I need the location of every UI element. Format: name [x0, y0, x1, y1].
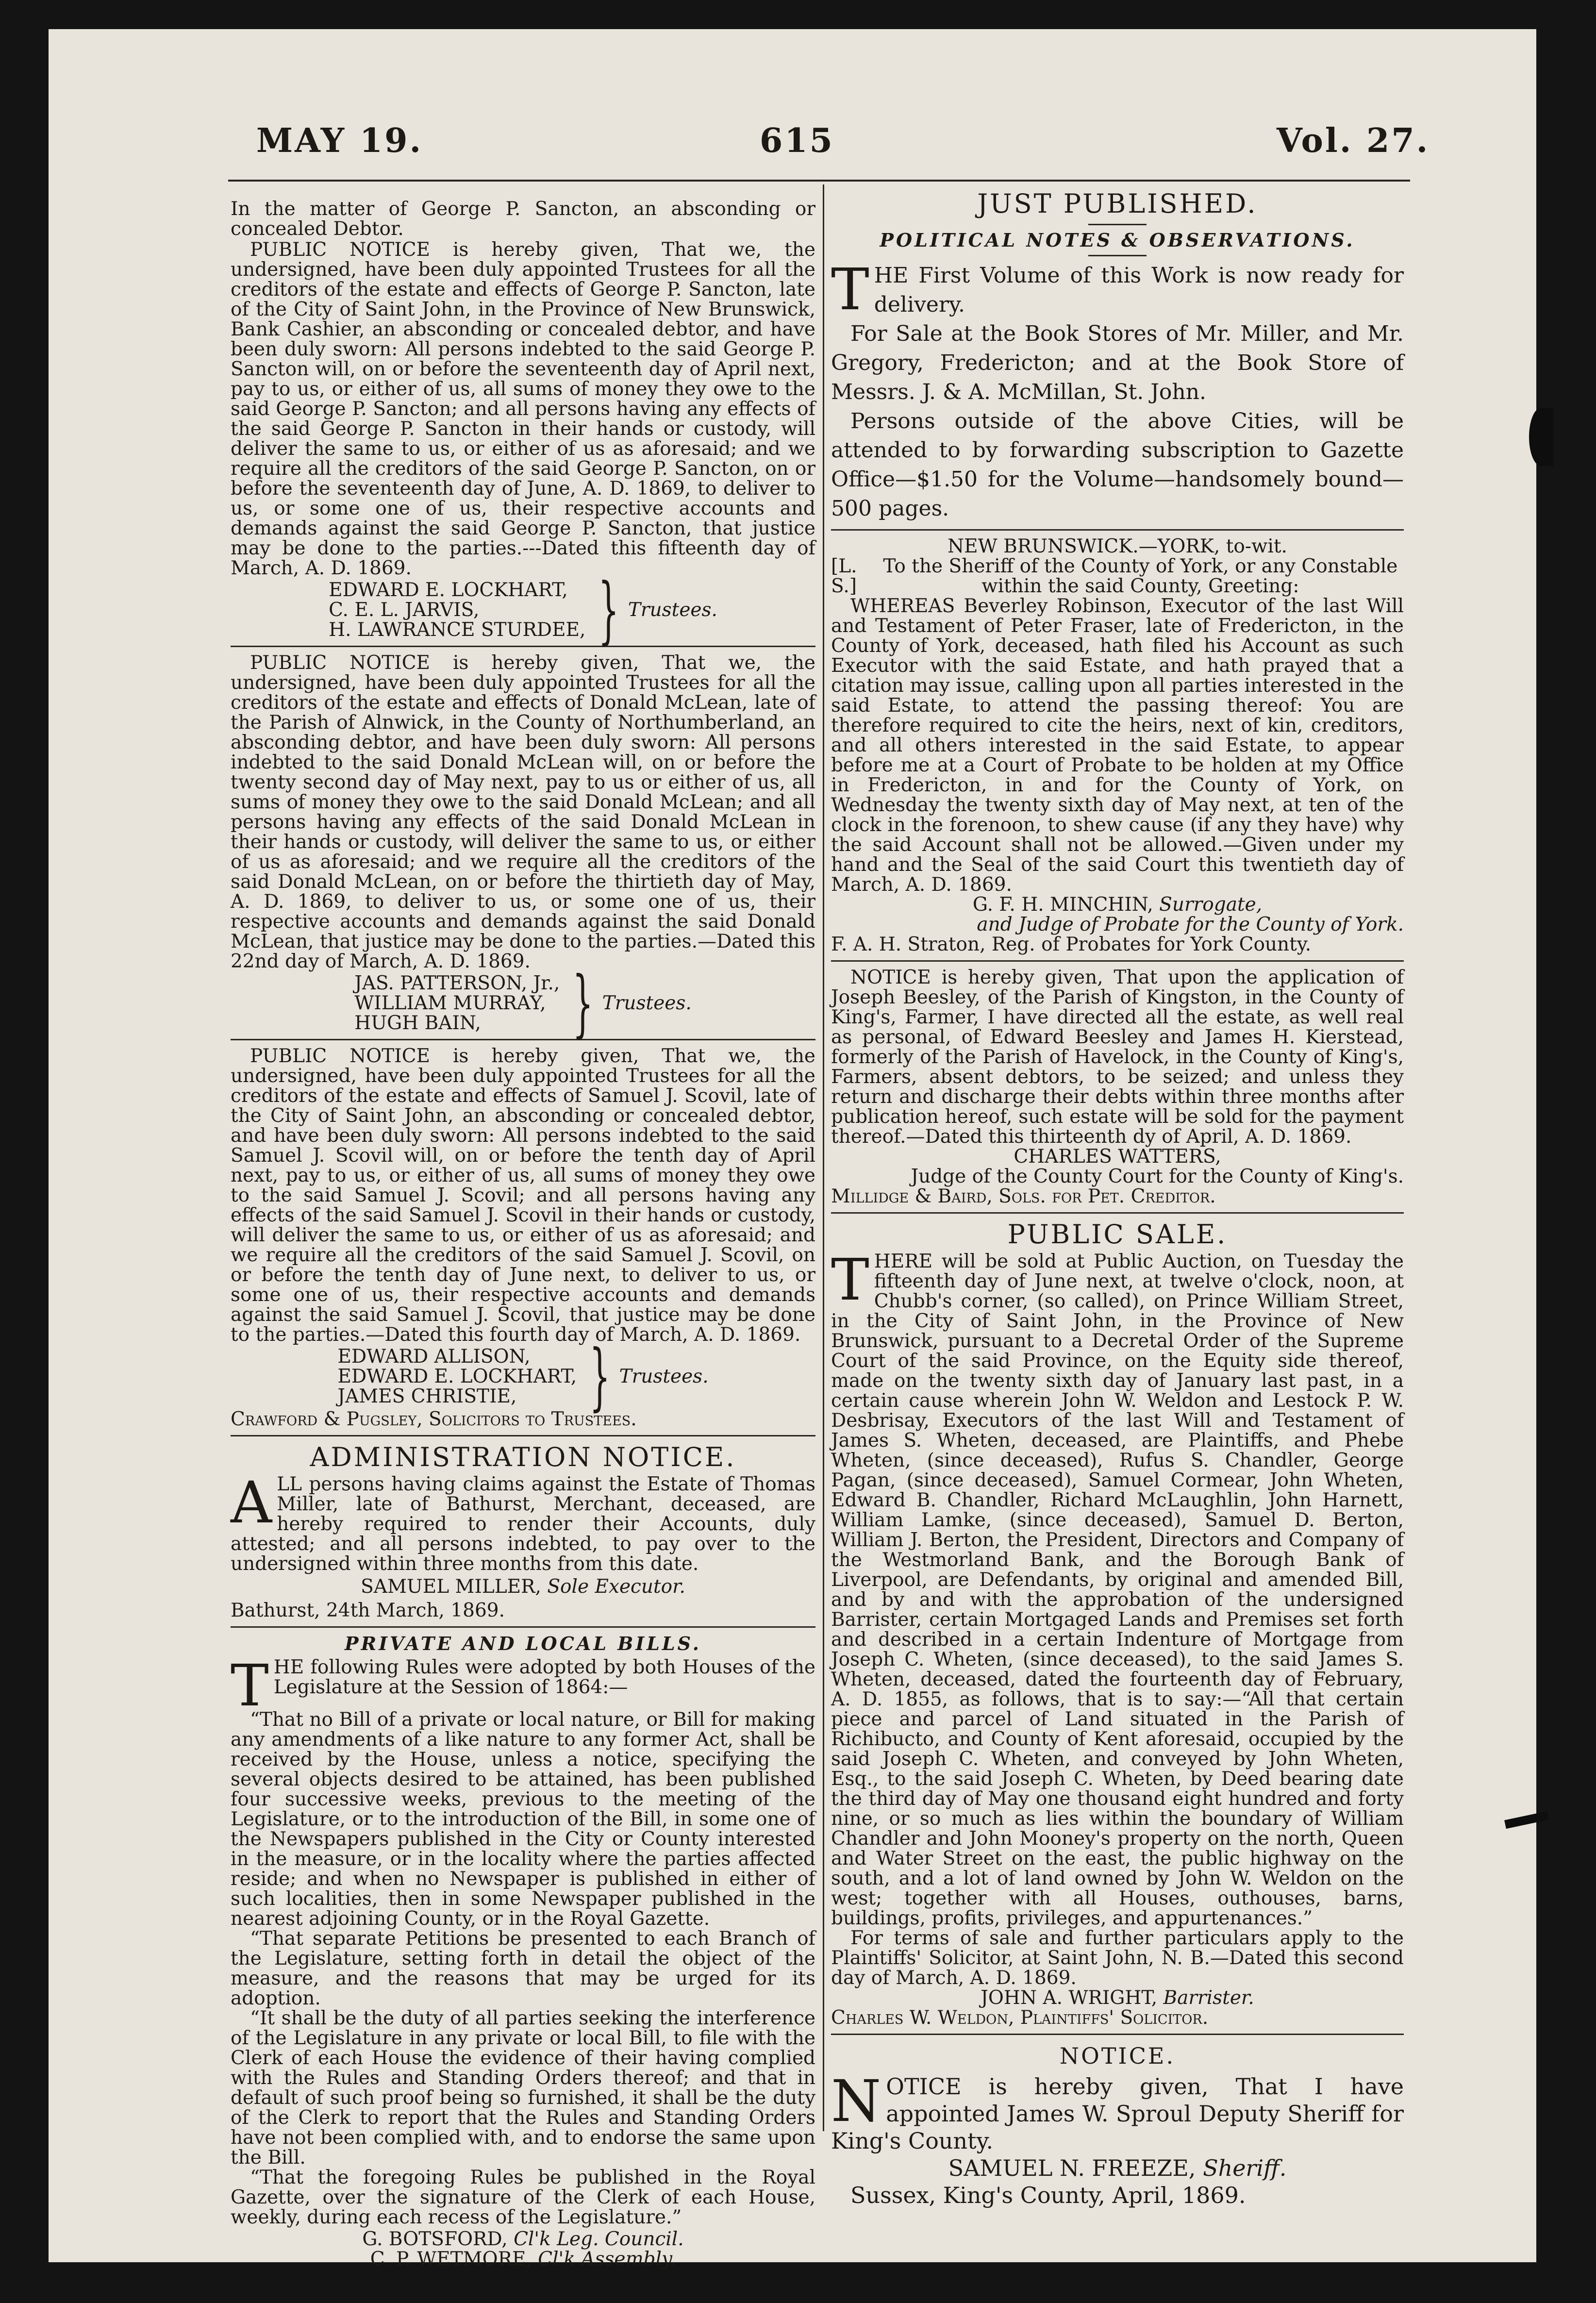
trustee-name: EDWARD E. LOCKHART,	[329, 579, 568, 601]
mclean-signatures	[231, 961, 815, 1046]
judge-role: Judge of the County Court for the County of King's.	[911, 1166, 1404, 1187]
probate-address: To the Sheriff of the County of York, or any Constable within the said County, Greeting:	[883, 555, 1398, 597]
sancton-signatures	[231, 567, 815, 652]
just-published-p2: For Sale at the Book Stores of Mr. Miller, and Mr. Gregory, Fredericton; and at the Book Store of Messrs. J. & A. McMillan, St. John.	[831, 321, 1404, 404]
deputy-sheriff-notice	[831, 2041, 1404, 2209]
divider	[1088, 255, 1147, 256]
issue-date: MAY 19.	[256, 121, 423, 160]
header-rule	[228, 180, 1410, 182]
administration-title: ADMINISTRATION NOTICE.	[310, 1442, 736, 1472]
notice-body: OTICE is hereby given, That I have appointed James W. Sproul Deputy Sheriff for King's County.	[831, 2073, 1404, 2154]
page-number: 615	[760, 121, 834, 160]
executor-name: SAMUEL MILLER,	[361, 1576, 541, 1598]
column-divider	[823, 184, 824, 2131]
drop-cap: A	[231, 1469, 272, 1536]
scovil-notice	[231, 1046, 815, 1429]
surrogate-name: G. F. H. MINCHIN,	[972, 894, 1153, 916]
beesley-body: NOTICE is hereby given, That upon the application of Joseph Beesley, of the Parish of Kingston, in the County of King's, Farmer, I have directed all the estate, as well real as personal, of Edward Beesley and James H. Kierstead, formerly of the Parish of Havelock, in the County of King's, Farmers, absent debtors, to be seized; and unless they return and discharge their debts within three months after publication hereof, such estate will be sold for the payment thereof.—Dated this thirteenth dy of April, A. D. 1869.	[831, 967, 1404, 1148]
trustee-name: C. E. L. JARVIS,	[329, 599, 480, 621]
petitioner-solicitors: Millidge & Baird, Sols. for Pet. Creditor.	[831, 1185, 1216, 1207]
registrar: F. A. H. Straton, Reg. of Probates for York County.	[831, 934, 1312, 955]
notice-title: NOTICE.	[1059, 2043, 1176, 2069]
clerk-name: G. BOTSFORD,	[362, 2228, 508, 2250]
brace: }	[572, 961, 594, 1046]
administration-place-date: Bathurst, 24th March, 1869.	[231, 1600, 505, 1621]
trustee-name: JAMES CHRISTIE,	[337, 1385, 517, 1407]
just-published-p3: Persons outside of the above Cities, will be attended to by forwarding subscription to Gazette Office—$1.50 for the Volume—handsomely bound—500 pages.	[831, 409, 1404, 521]
divider	[231, 1435, 815, 1436]
mclean-body: PUBLIC NOTICE is hereby given, That we, the undersigned, have been duly appointed Trustees for all the creditors of the estate and effects of Donald McLean, late of the Parish of Alnwick, in the County of Northumberland, an absconding debtor, and have been duly sworn: All persons indebted to the said Donald McLean will, on or before the twenty second day of May next, pay to us or either of us, all sums of money they owe to the said Donald McLean; and all persons having any effects of the said Donald McLean in their hands or custody, will deliver the same to us, or either of us as aforesaid; and we require all the creditors of the said Donald McLean, on or before the thirtieth day of May, A. D. 1869, to deliver to us, or some one of us, their respective accounts and demands against the said Donald McLean, that justice may be done to the parties.—Dated this 22nd day of March, A. D. 1869.	[231, 652, 815, 972]
scovil-body: PUBLIC NOTICE is hereby given, That we, the undersigned, have been duly appointed Trustees for all the creditors of the estate and effects of Samuel J. Scovil, late of the City of Saint John, an absconding or concealed debtor, and have been duly sworn: All persons indebted to the said Samuel J. Scovil will, on or before the tenth day of April next, pay to us, or either of us, all sums of money they owe to the said Samuel J. Scovil; and all persons having any effects of the said Samuel J. Scovil in their hands or custody, will deliver the same to us, or either of us as aforesaid; and we require all the creditors of the said Samuel J. Scovil, on or before the tenth day of June next, to deliver to us, or some one of us, their respective accounts and demands against the said Samuel J. Scovil, that justice may be done to the parties.—Dated this fourth day of March, A. D. 1869.	[231, 1045, 815, 1346]
just-published-title: JUST PUBLISHED.	[977, 188, 1258, 219]
sheriff-name: SAMUEL N. FREEZE,	[948, 2155, 1196, 2181]
drop-cap: T	[231, 1652, 269, 1719]
trustee-name: H. LAWRANCE STURDEE,	[329, 619, 586, 641]
divider	[831, 1212, 1404, 1214]
clerk-name: C. P. WETMORE,	[370, 2248, 532, 2270]
trustee-name: JAS. PATTERSON, Jr.,	[354, 972, 560, 994]
sancton-notice	[231, 198, 815, 652]
divider	[831, 960, 1404, 962]
surrogate-role: Surrogate,	[1159, 894, 1263, 916]
divider	[1088, 224, 1147, 225]
trustees-role: Trustees.	[628, 599, 717, 621]
just-published-notice	[831, 189, 1404, 523]
binding-mark	[1529, 408, 1553, 466]
drop-cap: N	[831, 2068, 881, 2135]
private-bills-notice	[231, 1634, 815, 2269]
rule-text: “That the foregoing Rules be published in the Royal Gazette, over the signature of the Clerk of each House, weekly, during each recess of the Legislature.”	[231, 2167, 815, 2228]
trustee-name: WILLIAM MURRAY,	[354, 992, 546, 1014]
sancton-body: PUBLIC NOTICE is hereby given, That we, the undersigned, have been duly appointed Trustees for all the creditors of the estate and effects of George P. Sancton, late of the City of Saint John, in the Province of New Brunswick, Bank Cashier, an absconding or concealed debtor, and have been duly sworn: All persons indebted to the said George P. Sancton will, on or before the seventeenth day of April next, pay to us, or either of us, all sums of money they owe to the said George P. Sancton; and all persons having any effects of the said George P. Sancton in their hands or custody, will deliver the same to us, or either of us as aforesaid; and we require all the creditors of the said George P. Sancton, on or before the seventeenth day of June, A. D. 1869, to deliver to us, or some one of us, their respective accounts and demands against the said George P. Sancton, that justice may be done to the parties.---Dated this fifteenth day of March, A. D. 1869.	[231, 239, 815, 579]
judge-name: CHARLES WATTERS,	[1014, 1146, 1221, 1168]
surrogate-role-2: and Judge of Probate for the County of York.	[977, 914, 1404, 935]
drop-cap: T	[831, 256, 869, 323]
right-column	[831, 187, 1404, 2209]
barrister-name: JOHN A. WRIGHT,	[981, 1987, 1158, 2009]
trustee-name: EDWARD E. LOCKHART,	[337, 1366, 577, 1387]
probate-notice	[831, 536, 1404, 954]
private-bills-title: PRIVATE AND LOCAL BILLS.	[345, 1633, 701, 1654]
administration-notice	[231, 1442, 815, 1620]
notice-place-date: Sussex, King's County, April, 1869.	[850, 2182, 1246, 2208]
public-sale-body: HERE will be sold at Public Auction, on Tuesday the fifteenth day of June next, at twelve o'clock, noon, at Chubb's corner, (so called), on Prince William Street, in the City of Saint John, in the Province of New Brunswick, pursuant to a Decretal Order of the Supreme Court of the said Province, on the Equity side thereof, made on the twenty sixth day of January last past, in a certain cause wherein John W. Weldon and Lestock P. W. Desbrisay, Executors of the last Will and Testament of James S. Wheten, deceased, are Plaintiffs, and Phebe Wheten, (since deceased), Rufus S. Chandler, George Pagan, (since deceased), Samuel Cormear, John Wheten, Edward B. Chandler, Richard McLaughlin, John Harnett, William Lamke, (since deceased), Samuel D. Berton, William J. Berton, the President, Directors and Company of the Westmorland Bank, and the Borough Bank of Liverpool, are Defendants, by original and amended Bill, and by and with the approbation of the undersigned Barrister, certain Mortgaged Lands and Premises set forth and described in a certain Indenture of Mortgage from Joseph C. Wheten, (since deceased), to the said James S. Wheten, deceased, dated the fourteenth day of February, A. D. 1855, as follows, that is to say:—“All that certain piece and parcel of Land situated in the Parish of Richibucto, and County of Kent aforesaid, occupied by the said Joseph C. Wheten, and conveyed by John Wheten, Esq., to the said Joseph C. Wheten, by Deed bearing date the third day of May one thousand eight hundred and forty nine, or so much as lies within the boundary of William Chandler and John Mooney's property on the north, Queen and Water Street on the east, the public highway on the south, and a lot of land owned by John W. Weldon on the west; together with all Houses, outhouses, barns, buildings, profits, privileges, and appurtenances.”	[831, 1251, 1404, 1929]
mclean-notice	[231, 652, 815, 1046]
trustees-role: Trustees.	[602, 992, 692, 1014]
just-published-p1: HE First Volume of this Work is now ready for delivery.	[874, 263, 1404, 317]
trustee-name: HUGH BAIN,	[354, 1012, 481, 1034]
just-published-subtitle: POLITICAL NOTES & OBSERVATIONS.	[880, 229, 1355, 251]
barrister-role: Barrister.	[1163, 1987, 1254, 2009]
brace: }	[589, 1334, 611, 1419]
public-sale-terms: For terms of sale and further particulars apply to the Plaintiffs' Solicitor, at Saint John, N. B.—Dated this second day of March, A. D. 1869.	[831, 1927, 1404, 1989]
divider	[231, 1626, 815, 1628]
rule-text: “That no Bill of a private or local nature, or Bill for making any amendments of a like nature to any former Act, shall be received by the House, unless a notice, specifying the several objects desired to be attained, has been published four successive weeks, previous to the meeting of the Legislature, or to the introduction of the Bill, in some one of the Newspapers published in the City or County interested in the measure, or in the locality where the parties affected reside; and when no Newspaper is published in either of such localities, then in some Newspaper published in the nearest adjoining County, or in the Royal Gazette.	[231, 1709, 815, 1930]
volume-number: Vol. 27.	[1277, 121, 1430, 160]
trustee-name: EDWARD ALLISON,	[337, 1346, 531, 1368]
trustees-role: Trustees.	[619, 1366, 709, 1387]
divider	[231, 646, 815, 647]
clerk-role: Cl'k Assembly.	[538, 2248, 676, 2270]
divider	[831, 2034, 1404, 2035]
clerk-role: Cl'k Leg. Council.	[514, 2228, 684, 2250]
seal-mark: [L. S.]	[831, 555, 857, 597]
scovil-solicitors: Crawford & Pugsley, Solicitors to Trustees.	[231, 1408, 637, 1430]
public-sale-title: PUBLIC SALE.	[1007, 1219, 1228, 1250]
divider	[231, 1039, 815, 1040]
drop-cap: T	[831, 1246, 869, 1313]
public-sale-notice	[831, 1219, 1404, 2028]
sheriff-role: Sheriff.	[1203, 2155, 1287, 2181]
executor-role: Sole Executor.	[547, 1576, 685, 1598]
beesley-notice	[831, 968, 1404, 1206]
probate-body: WHEREAS Beverley Robinson, Executor of the last Will and Testament of Peter Fraser, late of Fredericton, in the County of York, deceased, hath filed his Account as such Executor with the said Estate, and hath prayed that a citation may issue, calling upon all parties interested in the said Estate, to attend the passing thereof: You are therefore required to cite the heirs, next of kin, creditors, and all others interested in the said Estate, to appear before me at a Court of Probate to be holden at my Office in Fredericton, in and for the County of York, on Wednesday the twenty sixth day of May next, at ten of the clock in the forenoon, to shew cause (if any they have) why the said Account shall not be allowed.—Given under my hand and the Seal of the said Court this twentieth day of March, A. D. 1869.	[831, 595, 1404, 896]
brace: }	[598, 567, 619, 652]
administration-body: LL persons having claims against the Estate of Thomas Miller, late of Bathurst, Merchant, deceased, are hereby required to render their Accounts, duly attested; and all persons indebted, to pay over to the undersigned within three months from this date.	[231, 1473, 815, 1575]
plaintiffs-solicitor: Charles W. Weldon, Plaintiffs' Solicitor.	[831, 2007, 1209, 2029]
rule-text: “That separate Petitions be presented to each Branch of the Legislature, setting forth in detail the object of the measure, and the reasons that may be urged for its adoption.	[231, 1928, 815, 2009]
rule-text: “It shall be the duty of all parties seeking the interference of the Legislature in any private or local Bill, to file with the Clerk of each House the evidence of their having complied with the Rules and Standing Orders thereof; and that in default of such proof being so furnished, it shall be the duty of the Clerk to report that the Rules and Standing Orders have not been complied with, and to endorse the same upon the Bill.	[231, 2007, 815, 2169]
private-bills-intro: HE following Rules were adopted by both Houses of the Legislature at the Session of 1864:—	[273, 1656, 815, 1698]
sancton-title: In the matter of George P. Sancton, an absconding or concealed Debtor.	[231, 198, 815, 240]
probate-heading: NEW BRUNSWICK.—YORK, to-wit.	[948, 535, 1287, 557]
divider	[831, 529, 1404, 531]
left-column	[231, 199, 815, 2269]
